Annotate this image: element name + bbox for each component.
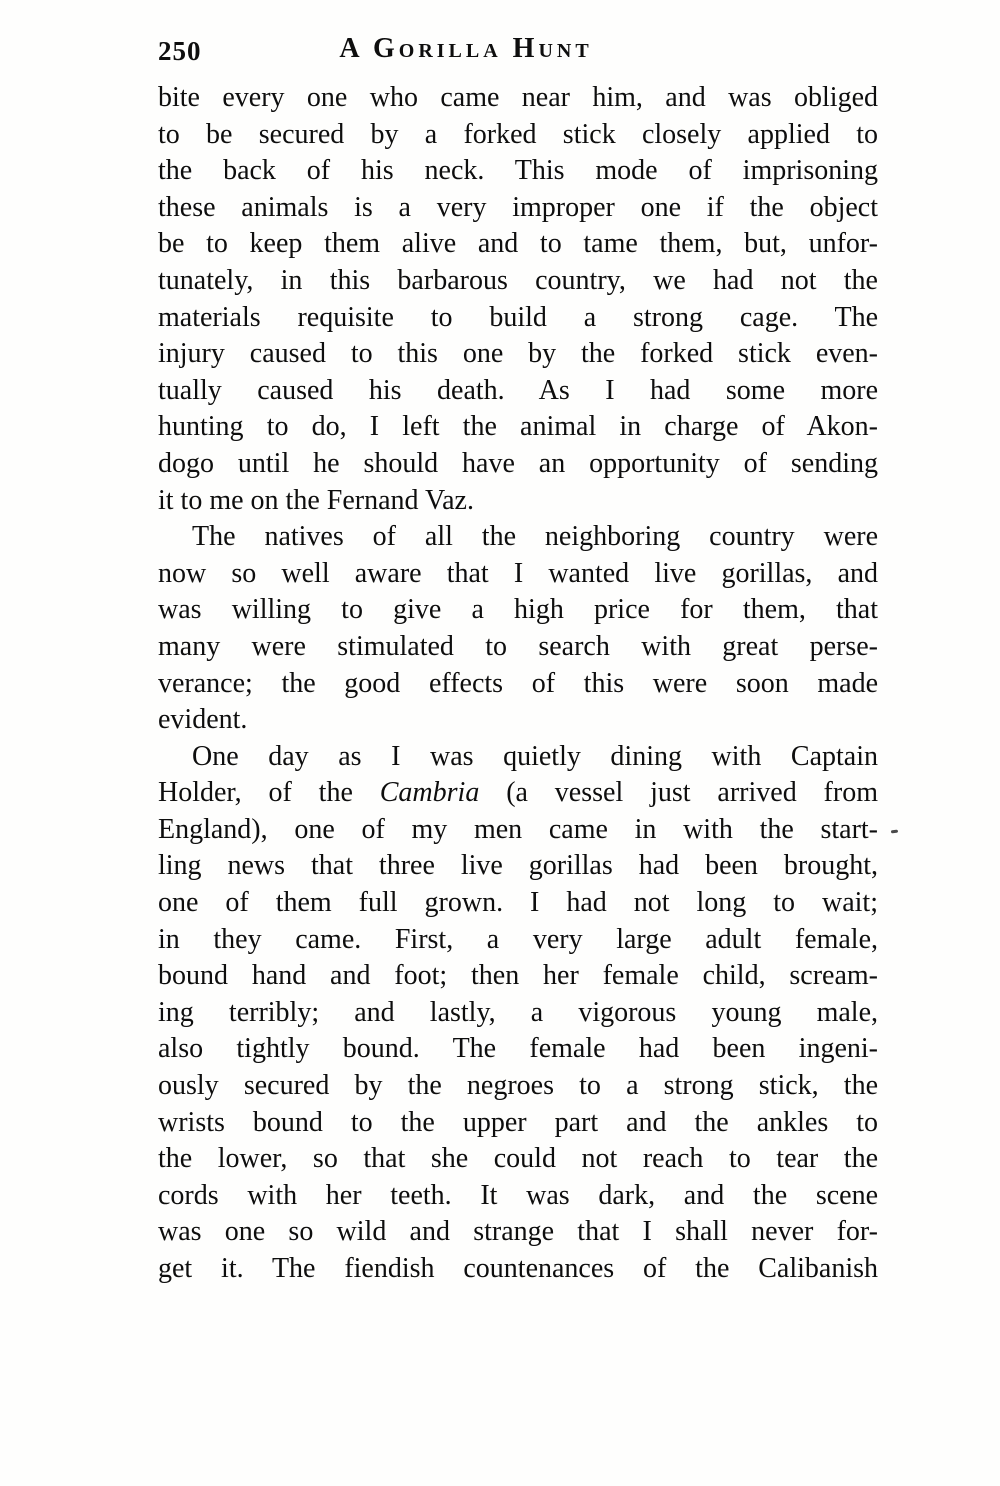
text-line: England), one of my men came in with the start- bbox=[158, 813, 878, 845]
text-line: ling news that three live gorillas had been brought, bbox=[158, 850, 878, 882]
text-line: now so well aware that I wanted live gorillas, and bbox=[158, 557, 878, 589]
text-line: the lower, so that she could not reach to tear the bbox=[158, 1143, 878, 1175]
text-line: bound hand and foot; then her female child, scream- bbox=[158, 960, 878, 992]
text-line: be to keep them alive and to tame them, but, unfor- bbox=[158, 228, 878, 260]
text-line: one of them full grown. I had not long to wait; bbox=[158, 887, 878, 919]
text-line: verance; the good effects of this were soon made bbox=[158, 667, 878, 699]
text-line: One day as I was quietly dining with Captain bbox=[192, 740, 878, 772]
text-line: ously secured by the negroes to a strong stick, the bbox=[158, 1070, 878, 1102]
text-line: bite every one who came near him, and was obliged bbox=[158, 82, 878, 113]
text-line: injury caused to this one by the forked stick even- bbox=[158, 338, 878, 370]
text-line: wrists bound to the upper part and the ankles to bbox=[158, 1106, 878, 1138]
text-line: it to me on the Fernand Vaz. bbox=[158, 484, 474, 516]
text-line: was willing to give a high price for them, that bbox=[158, 594, 878, 626]
text-line: tunately, in this barbarous country, we had not the bbox=[158, 264, 878, 296]
text-line: get it. The fiendish countenances of the Calibanish bbox=[158, 1253, 878, 1284]
text-line: the back of his neck. This mode of imprisoning bbox=[158, 155, 878, 187]
running-header: A Gorilla Hunt bbox=[339, 33, 593, 64]
text-line: The natives of all the neighboring country were bbox=[192, 521, 878, 553]
page-number: 250 bbox=[158, 36, 202, 66]
text-line: hunting to do, I left the animal in charge of Akon- bbox=[158, 411, 878, 443]
scan-speck-artifact bbox=[891, 830, 898, 834]
text-line: these animals is a very improper one if the object bbox=[158, 191, 878, 223]
text-line: tually caused his death. As I had some more bbox=[158, 374, 878, 406]
text-block bbox=[158, 80, 878, 1288]
text-line: materials requisite to build a strong cage. The bbox=[158, 301, 878, 333]
text-line: also tightly bound. The female had been ingeni- bbox=[158, 1033, 878, 1065]
text-line: dogo until he should have an opportunity of sending bbox=[158, 447, 878, 479]
text-line: many were stimulated to search with great perse- bbox=[158, 630, 878, 662]
text-line: evident. bbox=[158, 704, 248, 736]
text-line: to be secured by a forked stick closely applied to bbox=[158, 118, 878, 150]
text-line: was one so wild and strange that I shall never for- bbox=[158, 1216, 878, 1248]
text-line: cords with her teeth. It was dark, and the scene bbox=[158, 1179, 878, 1211]
text-line: Holder, of the Cambria (a vessel just arrived from bbox=[158, 777, 878, 809]
text-line: in they came. First, a very large adult female, bbox=[158, 923, 878, 955]
text-line: ing terribly; and lastly, a vigorous young male, bbox=[158, 996, 878, 1028]
